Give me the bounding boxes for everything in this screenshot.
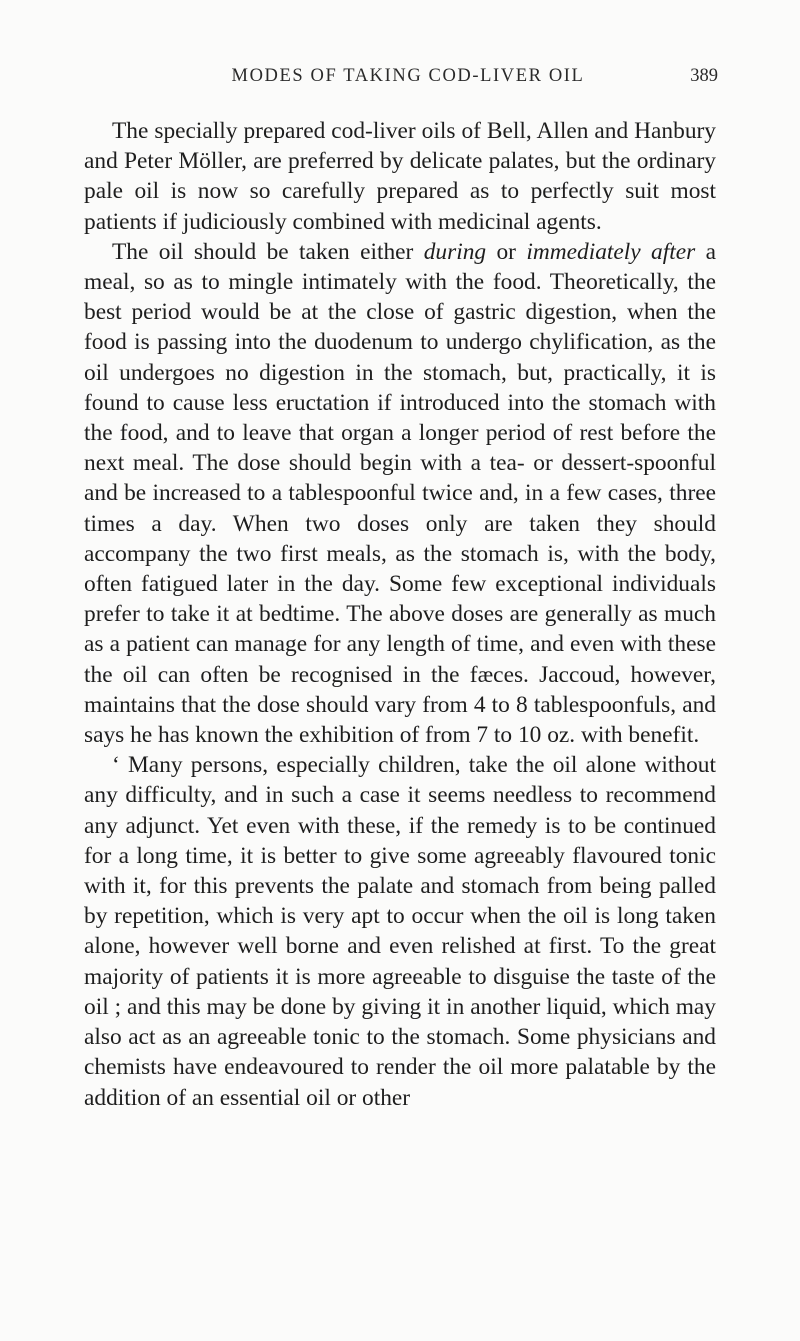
paragraph-adjuncts-quotation: ‘ Many persons, especially children, take the oil alone without any difficulty, and in such a case it seems needless to recommend any adjunct. Yet even with these, if the remedy is to be continued for a long time, it is better to give some agreeably flavoured tonic with it, for this prevents the palate and stomach from being palled by repetition, which is very apt to occur when the oil is long taken alone, however well borne and even relished at first. To the great majority of patients it is more agreeable to disguise the taste of the oil ; and this may be done by giving it in another liquid, which may also act as an agreeable tonic to the stomach. Some physicians and chemists have endeavoured to render the oil more palatable by the addition of an essential oil or other [84,752,716,1111]
paragraph-text-segment: a meal, so as to mingle intimately with the food. Theoretically, the best period would be at the close of gastric digestion, when the food is passing into the duodenum to undergo chylification, as the oil undergoes no digestion in the stomach, but, practically, it is found to cause less eructation if introduced into the stomach with the food, and to leave that organ a longer period of rest before the next meal. The dose should begin with a tea- or dessert-spoonful and be increased to a tablespoonful twice and, in a few cases, three times a day. When two doses only are taken they should accompany the two first meals, as the stomach is, with the body, often fatigued later in the day. Some few exceptional individuals prefer to take it at bedtime. The above doses are generally as much as a patient can manage for any length of time, and even with these the oil can often be recognised in the fæces. Jaccoud, however, maintains that the dose should vary from 4 to 8 tablespoonfuls, and says he has known the exhibition of from 7 to 10 oz. with benefit. [84,238,716,749]
running-title: MODES OF TAKING COD-LIVER OIL [231,66,585,86]
paragraph-specially-prepared-oils: The specially prepared cod-liver oils of Bell, Allen and Hanbury and Peter Möller, are preferred by delicate palates, but the ordinary pale oil is now so carefully prepared as to perfectly suit most patients if judiciously combined with medicinal agents. [84,118,716,235]
paragraph-timing-and-dose [84,237,716,750]
body-text [84,116,716,1113]
paragraph-text-segment: or [486,238,527,265]
emphasis-during: during [423,238,487,265]
emphasis-immediately-after: immediately after [526,238,696,265]
paragraph-text-segment: The oil should be taken either [112,238,424,265]
page-number: 389 [690,66,718,86]
